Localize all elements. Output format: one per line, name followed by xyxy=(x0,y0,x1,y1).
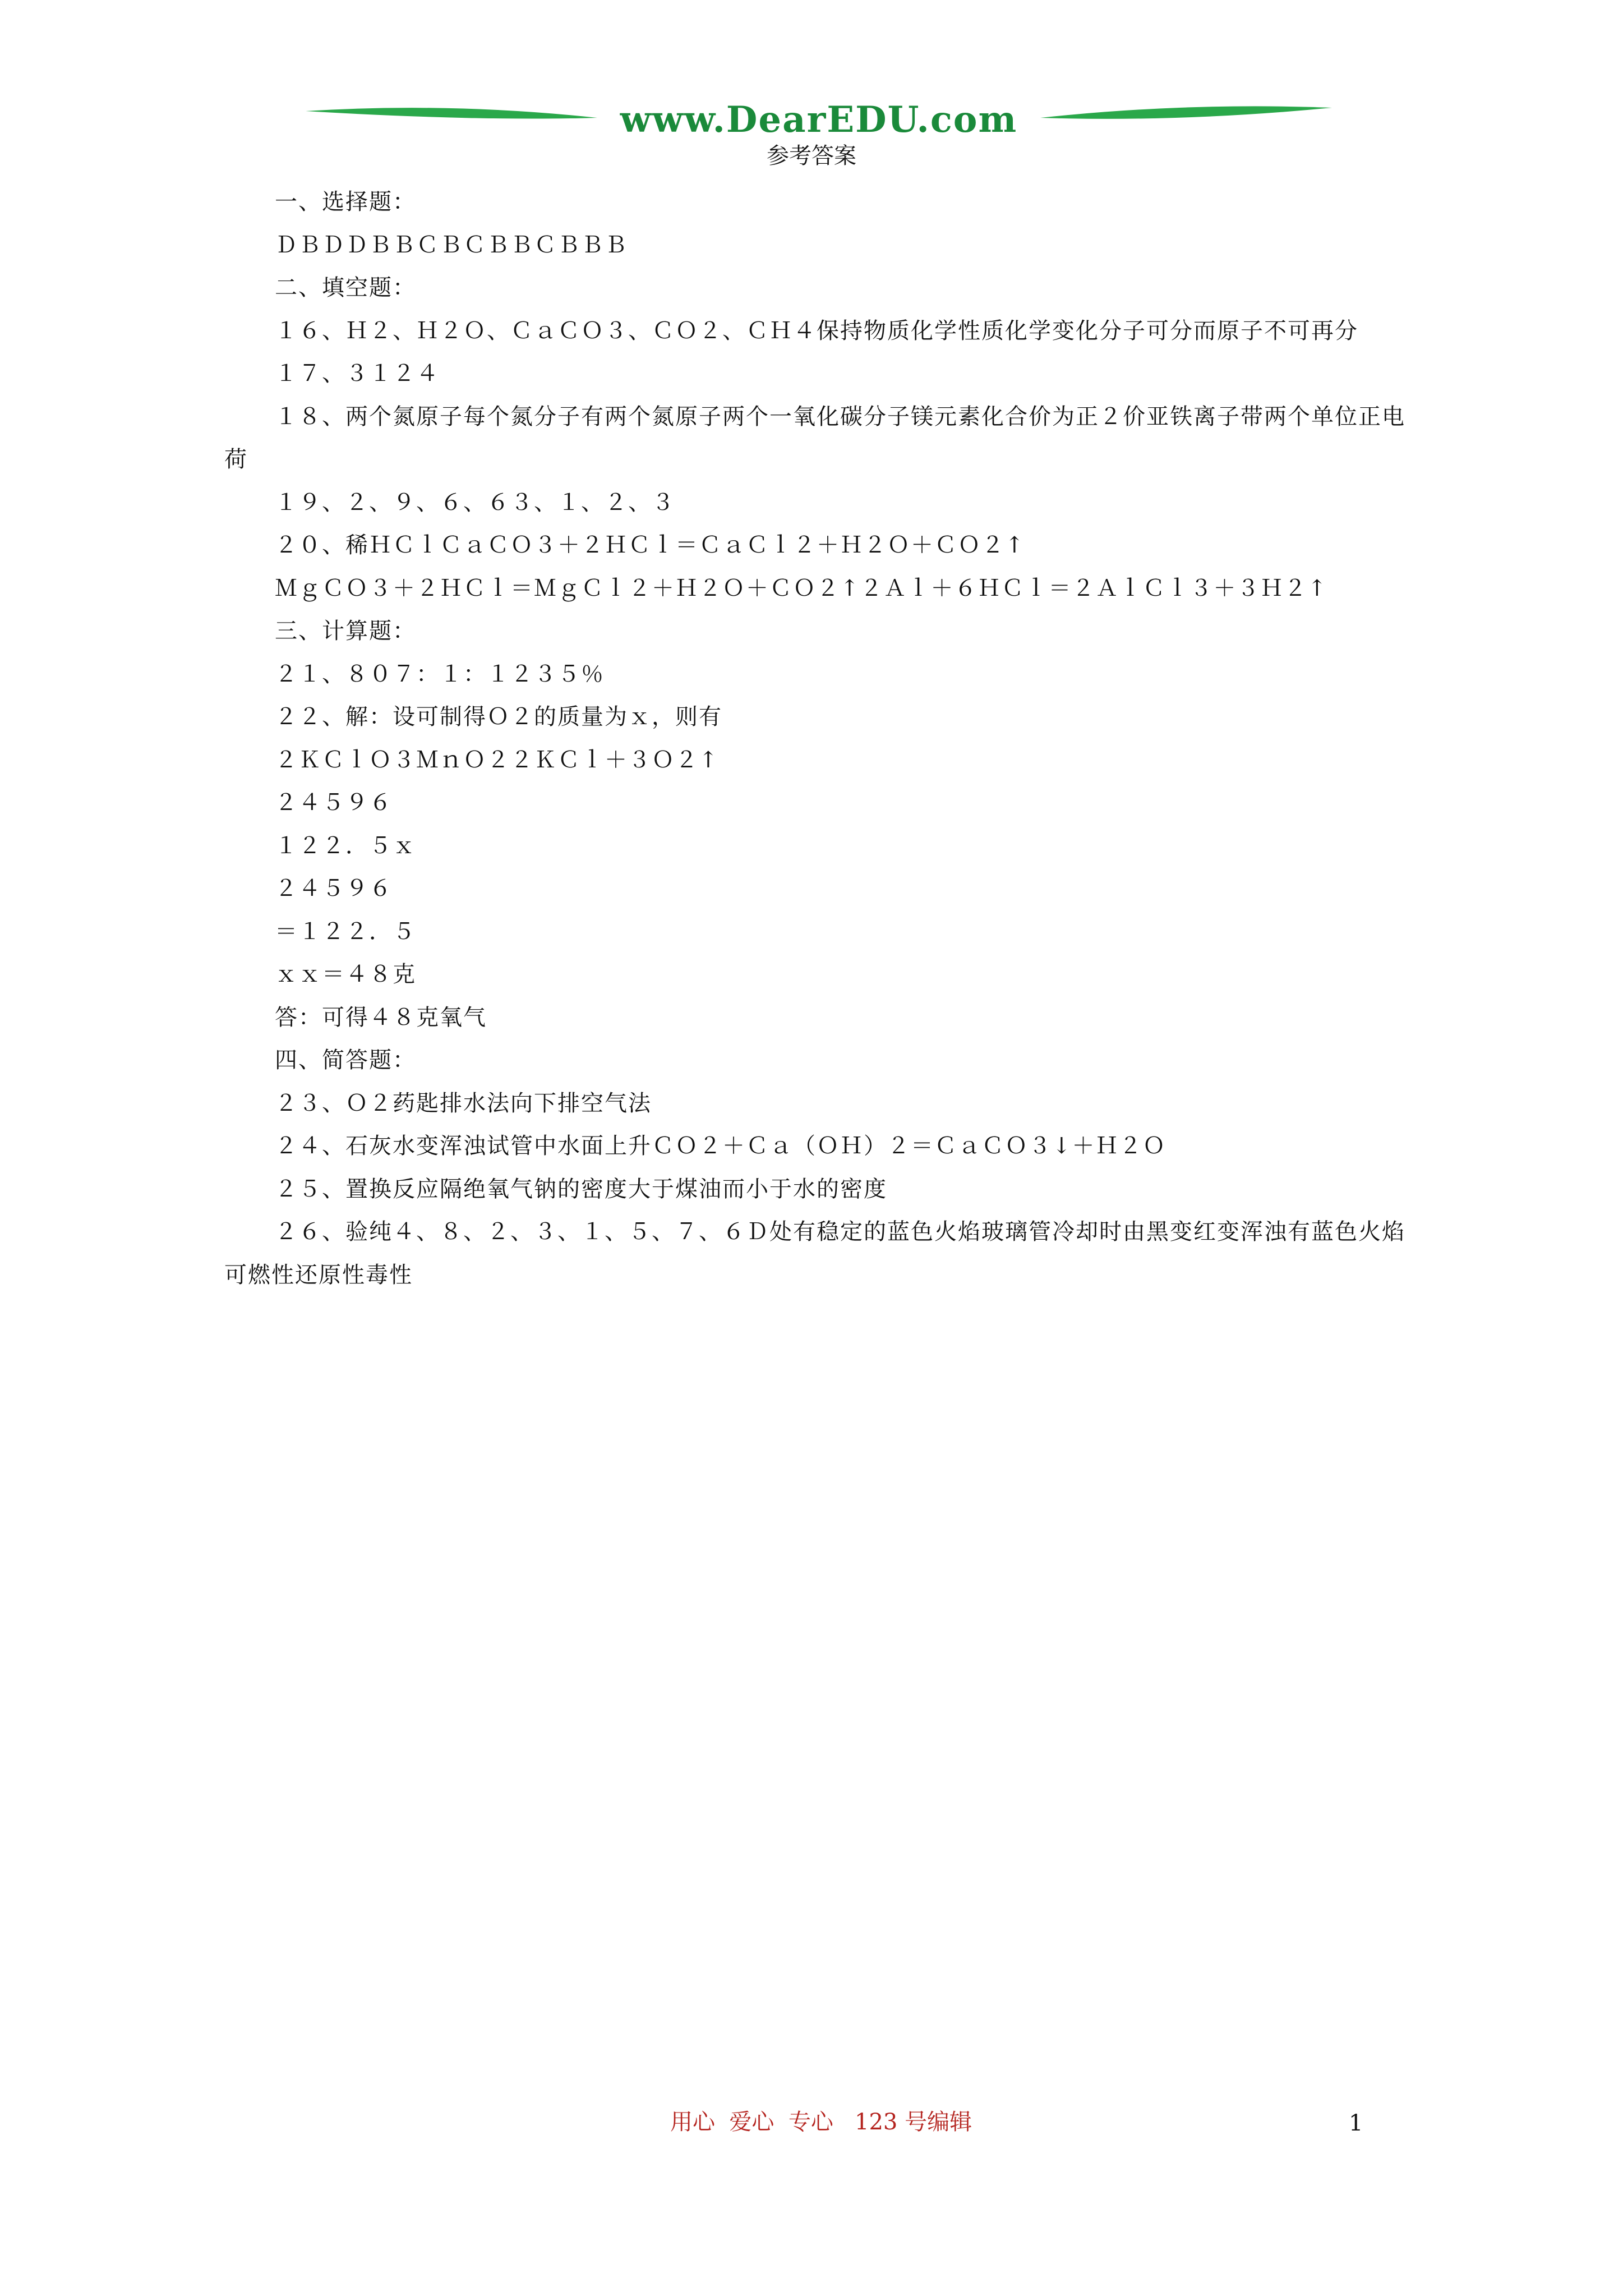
answer-line: ２６、验纯４、８、２、３、１、５、７、６Ｄ处有稳定的蓝色火焰玻璃管冷却时由黑变红变浑浊有蓝色火焰可燃性还原性毒性 xyxy=(224,1219,1405,1288)
section-heading: 二、填空题： xyxy=(275,275,416,301)
footer-note: 用心 爱心 专心 123 号编辑 xyxy=(670,2109,972,2135)
answer-line: ２４５９６ xyxy=(275,876,393,901)
answer-line: ＝１２２．５ xyxy=(275,918,416,945)
answer-line: ２１、８０７：１：１２３５％ xyxy=(275,661,605,687)
answer-line: ２ＫＣｌＯ３ＭｎＯ２２ＫＣｌ＋３Ｏ２↑ xyxy=(275,747,719,773)
answer-line: １６、Ｈ２、Ｈ２Ｏ、ＣａＣＯ３、ＣＯ２、ＣＨ４保持物质化学性质化学变化分子可分而原子不可再分 xyxy=(275,318,1358,344)
section-heading: 三、计算题： xyxy=(275,618,416,644)
answer-line: ２５、置换反应隔绝氧气钠的密度大于煤油而小于水的密度 xyxy=(275,1176,887,1202)
site-name: www.DearEDU.com xyxy=(620,99,1018,141)
answer-line: ｘｘ＝４８克 xyxy=(275,961,416,987)
answer-line: ＭｇＣＯ３＋２ＨＣｌ＝ＭｇＣｌ２＋Ｈ２Ｏ＋ＣＯ２↑２Ａｌ＋６ＨＣｌ＝２ＡｌＣｌ３＋３Ｈ２↑ xyxy=(275,575,1328,601)
site-header xyxy=(306,95,1332,146)
section-heading: 四、简答题： xyxy=(275,1047,416,1073)
answer-line: ２４、石灰水变浑浊试管中水面上升ＣＯ２＋Ｃａ（ＯＨ）２＝ＣａＣＯ３↓＋Ｈ２Ｏ xyxy=(275,1133,1166,1159)
page-number: 1 xyxy=(1349,2110,1363,2136)
answer-line: １９、２、９、６、６３、１、２、３ xyxy=(275,489,675,516)
answer-line: ２２、解：设可制得Ｏ２的质量为ｘ，则有 xyxy=(275,704,722,730)
answer-body xyxy=(224,181,1413,1296)
answer-line: ２４５９６ xyxy=(275,790,393,816)
document-title: 参考答案 xyxy=(767,143,856,169)
answer-line: 答：可得４８克氧气 xyxy=(275,1004,487,1030)
answer-line: ２３、Ｏ２药匙排水法向下排空气法 xyxy=(275,1090,652,1116)
answer-line: １２２．５ｘ xyxy=(275,832,416,859)
answer-line: １８、两个氮原子每个氮分子有两个氮原子两个一氧化碳分子镁元素化合价为正２价亚铁离子带两个单位正电荷 xyxy=(224,403,1405,472)
answer-line: １７、３１２４ xyxy=(275,361,440,386)
answer-line: ２０、稀ＨＣｌＣａＣＯ３＋２ＨＣｌ＝ＣａＣｌ２＋Ｈ２Ｏ＋ＣＯ２↑ xyxy=(275,532,1025,558)
section-heading: 一、选择题： xyxy=(275,189,416,215)
answer-line: ＤＢＤＤＢＢＣＢＣＢＢＣＢＢＢ xyxy=(275,232,628,258)
